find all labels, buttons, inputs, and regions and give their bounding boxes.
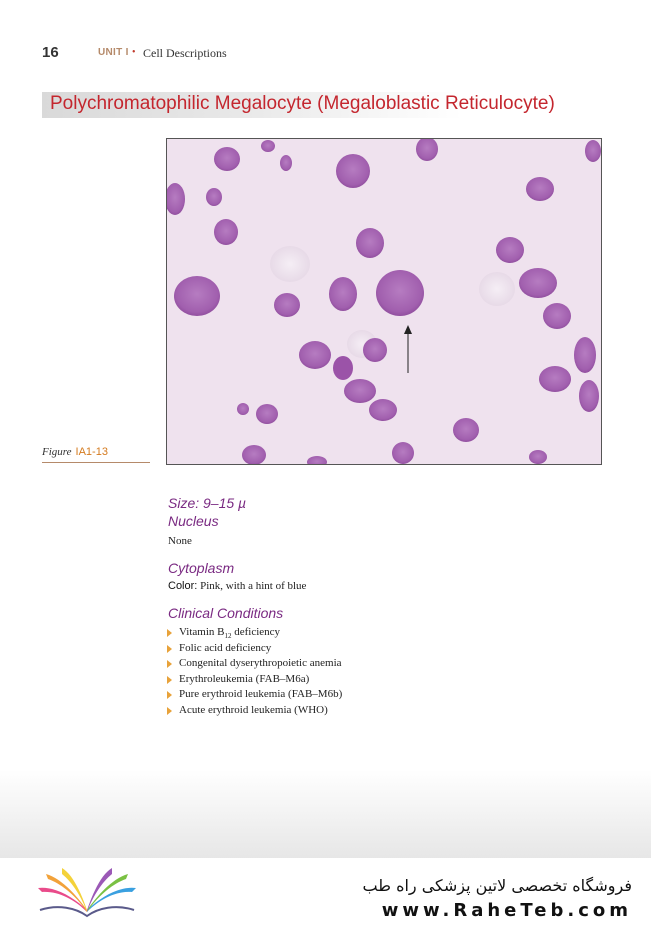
bullet-icon xyxy=(167,691,172,699)
blood-smear-micrograph xyxy=(166,138,602,465)
figure-number: IA1-13 xyxy=(75,446,108,458)
list-item xyxy=(164,704,342,720)
clinical-heading: Clinical Conditions xyxy=(168,605,284,621)
list-item xyxy=(164,688,342,704)
section-title: Cell Descriptions xyxy=(143,46,227,60)
bullet-icon xyxy=(167,707,172,715)
list-item xyxy=(164,657,342,673)
micrograph-image xyxy=(167,139,601,464)
figure-rule xyxy=(42,462,150,463)
list-item xyxy=(164,642,342,658)
condition-cda: Congenital dyserythropoietic anemia xyxy=(179,657,342,669)
bullet-icon xyxy=(167,645,172,653)
condition-folic-acid: Folic acid deficiency xyxy=(179,641,272,654)
size-heading: Size: 9–15 µ xyxy=(168,495,247,511)
figure-caption xyxy=(42,446,108,458)
nucleus-value: None xyxy=(168,535,192,547)
header-separator: • xyxy=(132,47,136,58)
cytoplasm-color xyxy=(168,580,306,592)
bullet-icon xyxy=(167,629,172,637)
page-number: 16 xyxy=(42,44,59,61)
condition-acute-erythroid: Acute erythroid leukemia (WHO) xyxy=(179,703,328,716)
page-title: Polychromatophilic Megalocyte (Megaloblastic Reticulocyte) xyxy=(50,93,555,114)
bullet-icon xyxy=(167,660,172,668)
figure-prefix: Figure xyxy=(42,446,72,458)
list-item xyxy=(164,673,342,689)
color-value: Pink, with a hint of blue xyxy=(200,580,307,592)
footer-shade xyxy=(0,770,651,860)
shop-name: فروشگاه تخصصی لاتین پزشکی راه طب xyxy=(362,876,632,895)
condition-vitamin-b12: Vitamin $B_{12}$ deficiency xyxy=(179,626,281,641)
list-item xyxy=(164,626,342,642)
shop-url: www.RaheTeb.com xyxy=(381,900,632,921)
clinical-conditions-list xyxy=(164,626,342,719)
unit-label: UNIT I xyxy=(98,47,129,58)
bullet-icon xyxy=(167,676,172,684)
b12-subscript: 12 xyxy=(224,632,232,641)
condition-pure-erythroid: Pure erythroid leukemia (FAB–M6b) xyxy=(179,688,343,700)
cytoplasm-heading: Cytoplasm xyxy=(168,560,235,576)
condition-erythroleukemia: Erythroleukemia (FAB–M6a) xyxy=(179,672,310,685)
color-label: Color: xyxy=(168,580,198,592)
nucleus-heading: Nucleus xyxy=(168,513,219,529)
open-book-logo-icon xyxy=(32,866,142,918)
